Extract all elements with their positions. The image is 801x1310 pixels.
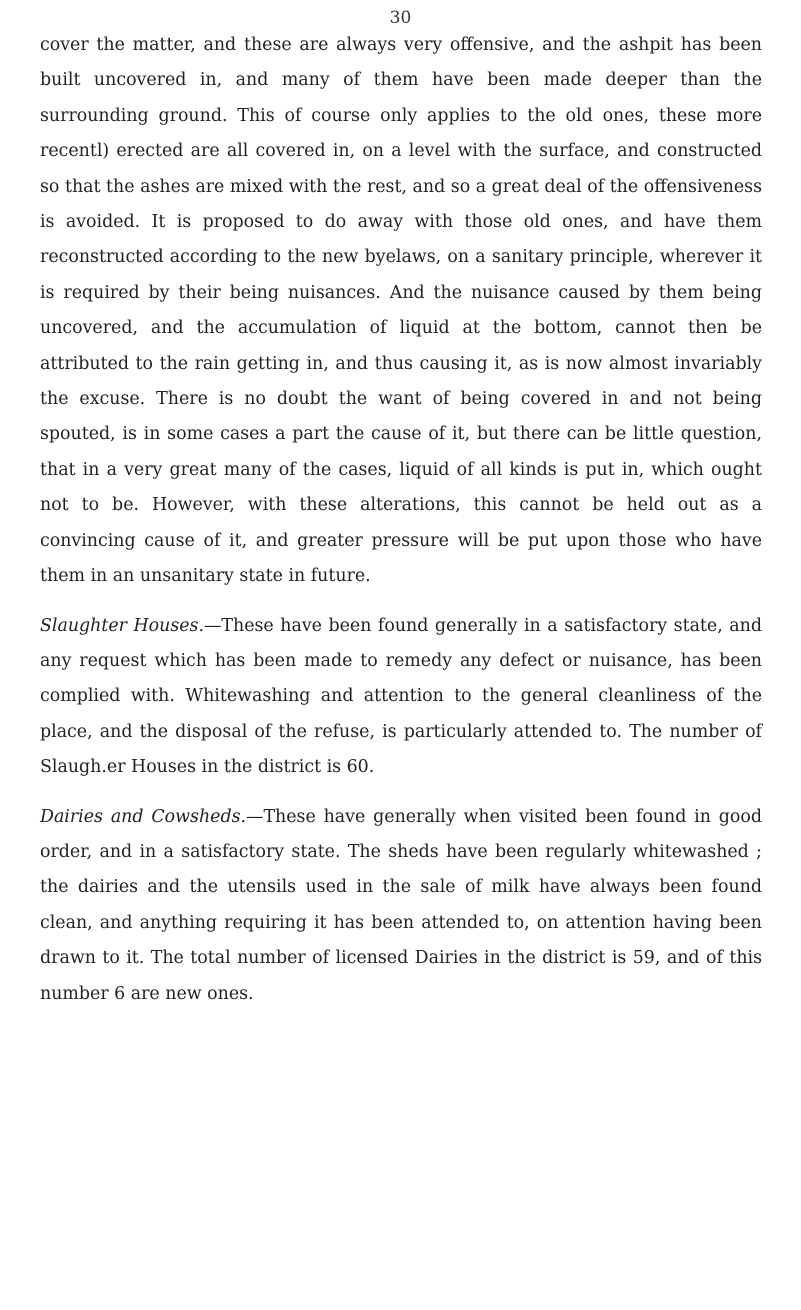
paragraph-text: —These have generally when visited been found in good order, and in a satisfactory state. The sheds have been regularly whitewashed ; the dairies and the utensils used in the sale of milk have always been found clean, and anything requiring it has been attended to, on attention having been drawn to it. The total number of licensed Dairies in the district is 59, and of this number 6 are new ones. <box>40 806 762 1004</box>
paragraph-ashpits <box>40 28 762 595</box>
section-heading: Slaughter Houses. <box>40 615 205 636</box>
paragraph-dairies-cowsheds <box>40 800 762 1012</box>
body-text <box>40 4 762 1012</box>
paragraph-slaughter-houses <box>40 609 762 786</box>
paragraph-text: cover the matter, and these are always very offensive, and the ashpit has been built uncovered in, and many of them have been made deeper than the surrounding ground. This of course only applies to the old ones, these more recentl) erected are all covered in, on a level with the surface, and constructed so that the ashes are mixed with the rest, and so a great deal of the offensiveness is avoided. It is proposed to do away with those old ones, and have them reconstructed according to the new byelaws, on a sanitary principle, wherever it is required by their being nuisances. And the nuisance caused by them being uncovered, and the accumulation of liquid at the bottom, cannot then be attributed to the rain getting in, and thus causing it, as is now almost invariably the excuse. There is no doubt the want of being covered in and not being spouted, is in some cases a part the cause of it, but there can be little question, that in a very great many of the cases, liquid of all kinds is put in, which ought not to be. However, with these alterations, this cannot be held out as a convincing cause of it, and greater pressure will be put upon those who have them in an unsanitary state in future. <box>40 35 762 587</box>
paragraph-text: —These have been found generally in a satisfactory state, and any request which has been made to remedy any defect or nuisance, has been complied with. Whitewashing and attention to the general cleanliness of the place, and the disposal of the refuse, is particularly attended to. The number of Slaugh.er Houses in the district is 60. <box>40 615 762 778</box>
page-number: 30 <box>389 8 412 28</box>
section-heading: Dairies and Cowsheds. <box>40 806 247 827</box>
